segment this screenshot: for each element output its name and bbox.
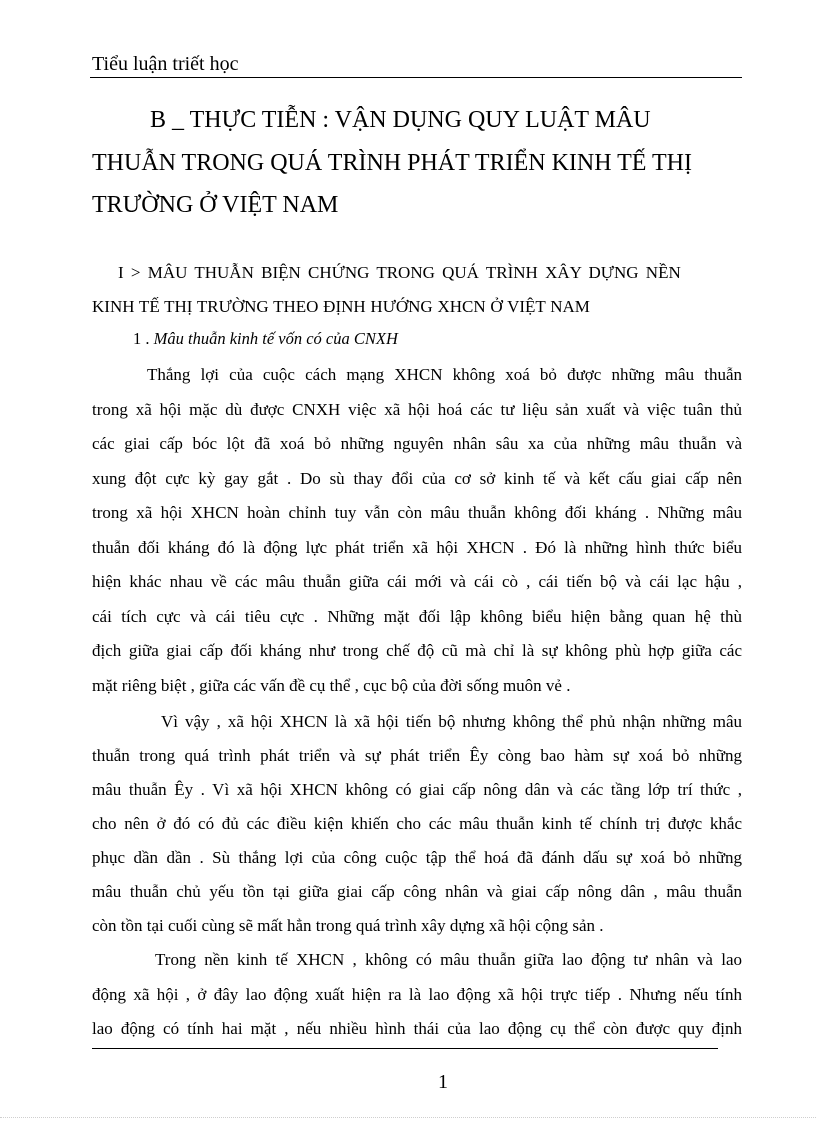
section-heading-line-1: I > MÂU THUẪN BIỆN CHỨNG TRONG QUÁ TRÌNH XÂY DỰNG NỀN bbox=[118, 263, 681, 282]
header-divider bbox=[90, 77, 742, 78]
paragraph-1-line: thuẫn đối kháng đó là động lực phát triển xã hội XHCN . Đó là những hình thức biểu bbox=[92, 538, 742, 557]
subsection-heading bbox=[133, 327, 398, 351]
main-heading-line-1: B _ THỰC TIỄN : VẬN DỤNG QUY LUẬT MÂU bbox=[150, 107, 651, 133]
paragraph-1-line: xung đột cực kỳ gay gắt . Do sù thay đổi của cơ sở kinh tế và kết cấu giai cấp nên bbox=[92, 469, 742, 488]
main-heading-line-2: THUẪN TRONG QUÁ TRÌNH PHÁT TRIỂN KINH TẾ THỊ bbox=[92, 150, 692, 176]
paragraph-1-line: địch giữa giai cấp đối kháng như trong chế độ cũ mà chỉ là sự không phù hợp giữa các bbox=[92, 641, 742, 660]
footer-divider bbox=[92, 1048, 718, 1049]
document-header-title: Tiểu luận triết học bbox=[92, 53, 239, 75]
paragraph-1-line: mặt riêng biệt , giữa các vấn đề cụ thể , cục bộ của đời sống muôn vẻ . bbox=[92, 676, 571, 695]
paragraph-1-line: hiện khác nhau về các mâu thuẫn giữa cái mới và cái cò , cái tiến bộ và cái lạc hậu , bbox=[92, 572, 742, 591]
section-heading-line-2: KINH TẾ THỊ TRƯỜNG THEO ĐỊNH HƯỚNG XHCN Ở VIỆT NAM bbox=[92, 297, 590, 316]
paragraph-2-line: mâu thuẫn chủ yếu tồn tại giữa giai cấp công nhân và giai cấp nông dân , mâu thuẫn bbox=[92, 882, 742, 901]
paragraph-3-line: Trong nền kinh tế XHCN , không có mâu thuẫn giữa lao động tư nhân và lao bbox=[155, 950, 742, 969]
subsection-title: Mâu thuẫn kinh tế vốn có của CNXH bbox=[153, 329, 398, 348]
paragraph-1-line: cái tích cực và cái tiêu cực . Những mặt đối lập không biểu hiện bằng quan hệ thù bbox=[92, 607, 742, 626]
paragraph-1-line: trong xã hội XHCN hoàn chỉnh tuy vẫn còn mâu thuẫn không đối kháng . Những mâu bbox=[92, 503, 742, 522]
paragraph-1-line: trong xã hội mặc dù được CNXH việc xã hội hoá các tư liệu sản xuất và việc tuân thủ bbox=[92, 400, 742, 419]
page-number: 1 bbox=[438, 1071, 448, 1093]
main-heading-line-3: TRƯỜNG Ở VIỆT NAM bbox=[92, 192, 339, 218]
paragraph-3-line: động xã hội , ở đây lao động xuất hiện ra là lao động xã hội trực tiếp . Nhưng nếu tính bbox=[92, 985, 742, 1004]
paragraph-2-line: phục dần dần . Sù thắng lợi của công cuộc tập thể hoá đã đánh dấu sự xoá bỏ những bbox=[92, 848, 742, 867]
paragraph-2-line: mâu thuẫn Êy . Vì xã hội XHCN không có giai cấp nông dân và các tầng lớp trí thức , bbox=[92, 780, 742, 799]
paragraph-2-line: còn tồn tại cuối cùng sẽ mất hẳn trong quá trình xây dựng xã hội cộng sản . bbox=[92, 916, 604, 935]
paragraph-1-line: Thắng lợi của cuộc cách mạng XHCN không xoá bỏ được những mâu thuẫn bbox=[147, 365, 742, 384]
subsection-number: 1 . bbox=[133, 329, 150, 348]
paragraph-1-line: các giai cấp bóc lột đã xoá bỏ những nguyên nhân sâu xa của những mâu thuẫn và bbox=[92, 434, 742, 453]
paragraph-3-line: lao động có tính hai mặt , nếu nhiều hình thái của lao động cụ thể còn được quy định bbox=[92, 1019, 742, 1038]
paragraph-2-line: thuẫn trong quá trình phát triển và sự phát triển Êy còng bao hàm sự xoá bỏ những bbox=[92, 746, 742, 765]
paragraph-2-line: Vì vậy , xã hội XHCN là xã hội tiến bộ nhưng không thể phủ nhận những mâu bbox=[161, 712, 742, 731]
paragraph-2-line: cho nên ở đó có đủ các điều kiện khiến cho các mâu thuẫn kinh tế chính trị được khắc bbox=[92, 814, 742, 833]
page-edge-dotted-line bbox=[0, 1117, 816, 1118]
